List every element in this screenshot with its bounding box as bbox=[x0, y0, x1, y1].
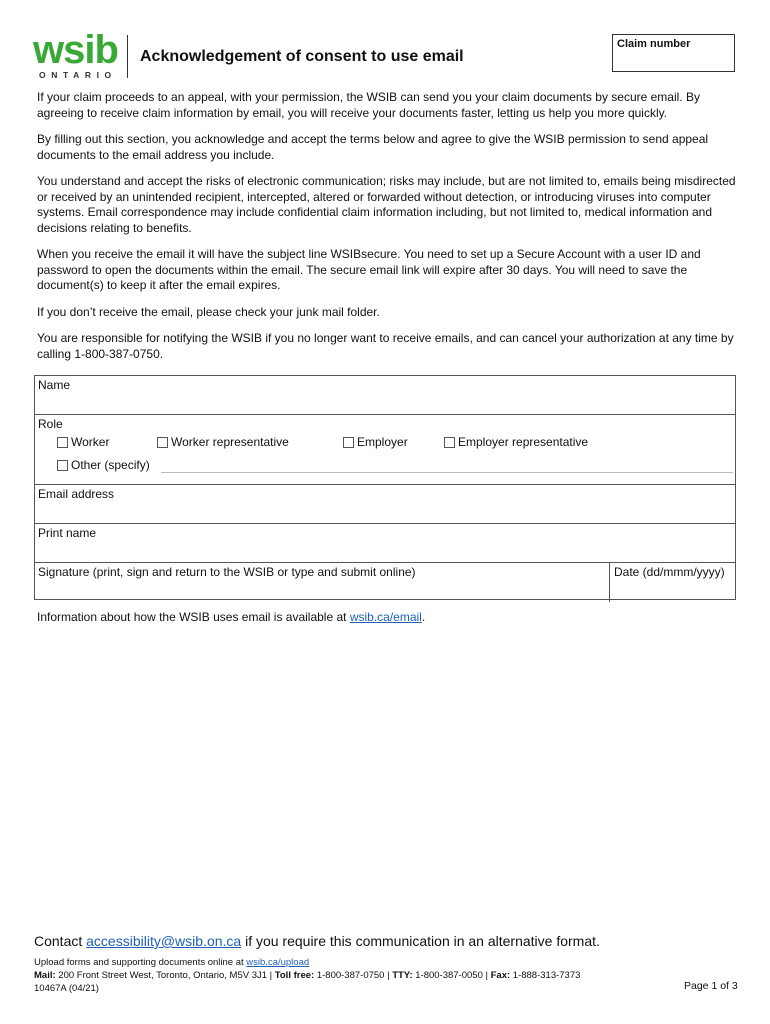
role-worker-rep-option[interactable] bbox=[157, 435, 289, 449]
role-employer-rep-option[interactable] bbox=[444, 435, 588, 449]
role-other-label: Other (specify) bbox=[71, 458, 150, 472]
paragraph-intro: If your claim proceeds to an appeal, with your permission, the WSIB can send you your claim documents by secure email. By agreeing to receive claim information by email, you will receive your documents faster, letting us help you more quickly. bbox=[37, 90, 700, 120]
paragraph-acknowledge: By filling out this section, you acknowledge and accept the terms below and agree to give the WSIB permission to send appeal documents to the email address you include. bbox=[37, 132, 709, 162]
role-worker-rep-label: Worker representative bbox=[171, 435, 289, 449]
info-text: Information about how the WSIB uses email is available at bbox=[37, 610, 350, 624]
page-number: Page 1 of 3 bbox=[684, 980, 738, 992]
footer-upload bbox=[34, 956, 580, 969]
upload-link[interactable]: wsib.ca/upload bbox=[246, 957, 310, 968]
other-specify-field[interactable] bbox=[161, 472, 733, 473]
paragraph-junk-mail: If you don’t receive the email, please check your junk mail folder. bbox=[37, 304, 380, 319]
role-employer-rep-label: Employer representative bbox=[458, 435, 589, 449]
paragraph-cancel: You are responsible for notifying the WSIB if you no longer want to receive emails, and can cancel your authorization at any time by calling 1-800-387-0750. bbox=[37, 331, 734, 361]
form-code: 10467A (04/21) bbox=[34, 983, 99, 994]
accessibility-contact bbox=[34, 933, 600, 949]
logo-subtitle: ONTARIO bbox=[39, 70, 117, 80]
consent-form bbox=[34, 375, 736, 600]
mail-label: Mail: bbox=[34, 970, 56, 981]
tollfree-label: Toll free: bbox=[274, 970, 315, 981]
signature-row bbox=[35, 563, 735, 600]
wsib-logo bbox=[33, 28, 129, 80]
name-label: Name bbox=[38, 378, 71, 392]
paragraph-risks: You understand and accept the risks of electronic communication; risks may include, but are not limited to, emails being misdirected or received by an unintended recipient, intercepted, altered or forwarded without detection, or introducing viruses into computer systems. Email correspondence may include confidential claim information including, but not limited to, medical information and decisions relating to benefits. bbox=[37, 174, 736, 235]
name-row[interactable] bbox=[35, 376, 735, 415]
fax-label: Fax: bbox=[490, 970, 511, 981]
checkbox-employer[interactable] bbox=[343, 437, 354, 448]
role-row bbox=[35, 415, 735, 485]
info-suffix: . bbox=[421, 610, 426, 624]
claim-number-field[interactable] bbox=[612, 34, 735, 72]
tty-label: TTY: bbox=[392, 970, 413, 981]
print-name-row[interactable] bbox=[35, 524, 735, 563]
role-employer-label: Employer bbox=[357, 435, 408, 449]
role-employer-option[interactable] bbox=[343, 435, 408, 449]
date-label: Date (dd/mmm/yyyy) bbox=[614, 565, 725, 579]
contact-suffix: if you require this communication in an alternative format. bbox=[241, 933, 600, 949]
signature-field[interactable] bbox=[35, 563, 609, 600]
signature-label: Signature (print, sign and return to the WSIB or type and submit online) bbox=[38, 565, 416, 579]
footer bbox=[34, 956, 580, 995]
paragraph-secure-email: When you receive the email it will have the subject line WSIBsecure. You need to set up a Secure Account with a user ID and password to open the documents within the email. The secure email link will expire after 30 days. You will need to save the document(s) to keep it after the email expires. bbox=[37, 247, 701, 292]
footer-contact-line bbox=[34, 969, 580, 982]
tty-value: 1-800-387-0050 | bbox=[412, 970, 491, 981]
email-info-text bbox=[37, 610, 425, 624]
tollfree-value: 1-800-387-0750 | bbox=[314, 970, 393, 981]
print-name-label: Print name bbox=[38, 526, 97, 540]
role-worker-label: Worker bbox=[71, 435, 110, 449]
mail-value: 200 Front Street West, Toronto, Ontario, M5V 3J1 | bbox=[55, 970, 275, 981]
email-label: Email address bbox=[38, 487, 115, 501]
checkbox-employer-representative[interactable] bbox=[444, 437, 455, 448]
consent-text bbox=[37, 90, 737, 373]
logo-wordmark: wsib bbox=[33, 28, 118, 72]
checkbox-other[interactable] bbox=[57, 460, 68, 471]
fax-value: 1-888-313-7373 bbox=[510, 970, 581, 981]
checkbox-worker[interactable] bbox=[57, 437, 68, 448]
date-field[interactable] bbox=[609, 563, 736, 602]
role-worker-option[interactable] bbox=[57, 435, 109, 449]
email-row[interactable] bbox=[35, 485, 735, 524]
claim-number-label: Claim number bbox=[617, 38, 691, 50]
role-other-option[interactable] bbox=[57, 458, 150, 472]
checkbox-worker-representative[interactable] bbox=[157, 437, 168, 448]
logo-divider bbox=[127, 35, 128, 78]
contact-prefix: Contact bbox=[34, 933, 87, 949]
page-title: Acknowledgement of consent to use email bbox=[140, 48, 464, 65]
accessibility-email-link[interactable]: accessibility@wsib.on.ca bbox=[86, 933, 242, 949]
role-label: Role bbox=[38, 417, 63, 431]
wsib-email-link[interactable]: wsib.ca/email bbox=[349, 610, 422, 624]
upload-text: Upload forms and supporting documents online at bbox=[34, 957, 247, 968]
